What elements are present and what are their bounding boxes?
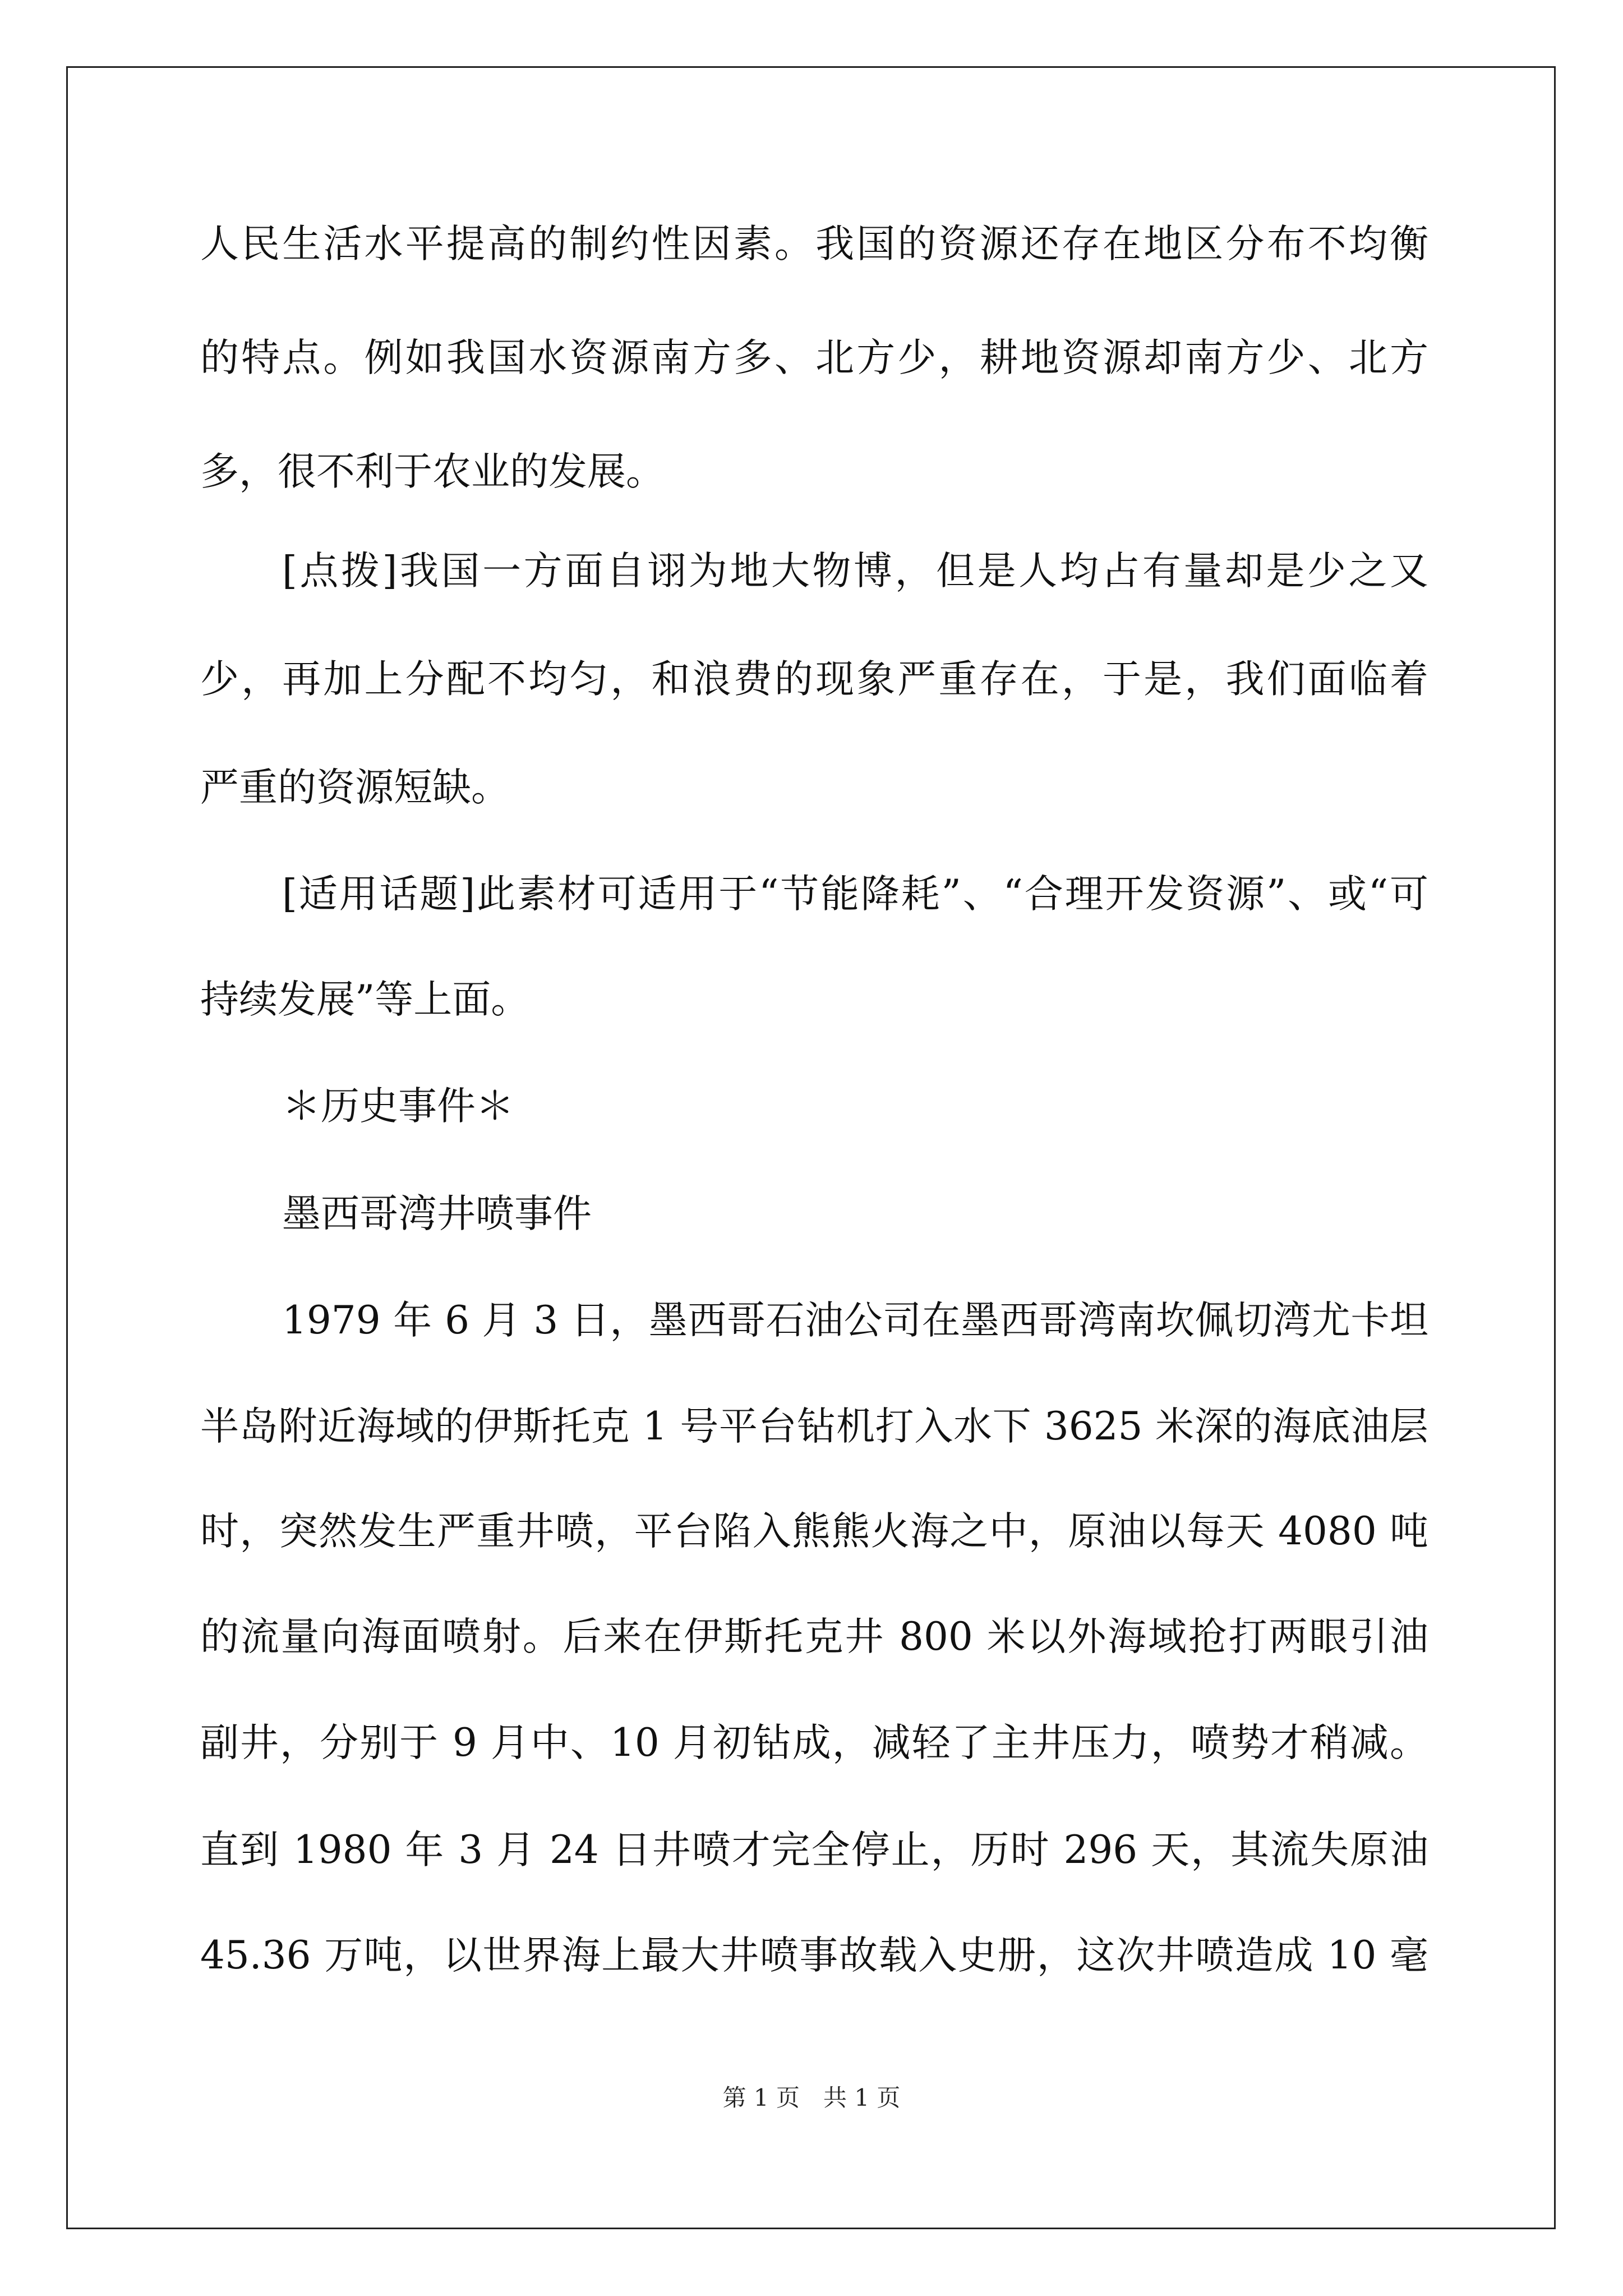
- paragraph-6-line-2: 半岛附近海域的伊斯托克 1 号平台钻机打入水下 3625 米深的海底油层: [200, 1404, 1428, 1449]
- event-title: 墨西哥湾井喷事件: [282, 1191, 592, 1236]
- paragraph-6-line-7: 45.36 万吨，以世界海上最大井喷事故载入史册，这次井喷造成 10 毫: [200, 1933, 1428, 1978]
- paragraph-6-line-6: 直到 1980 年 3 月 24 日井喷才完全停止，历时 296 天，其流失原油: [200, 1828, 1428, 1872]
- paragraph-3-line-2: 持续发展”等上面。: [200, 977, 530, 1022]
- paragraph-6-line-3: 时，突然发生严重井喷，平台陷入熊熊火海之中，原油以每天 4080 吨: [200, 1509, 1428, 1554]
- paragraph-6-line-5: 副井，分别于 9 月中、10 月初钻成，减轻了主井压力，喷势才稍减。: [200, 1720, 1428, 1765]
- paragraph-6-line-1: 1979 年 6 月 3 日，墨西哥石油公司在墨西哥湾南坎佩切湾尤卡坦: [282, 1298, 1428, 1343]
- page-number-footer: 第 1 页 共 1 页: [722, 2084, 901, 2111]
- paragraph-1-line-3: 多，很不利于农业的发展。: [200, 449, 665, 494]
- page-border: [66, 66, 1556, 2229]
- paragraph-2-line-1: [点拨]我国一方面自诩为地大物博，但是人均占有量却是少之又: [282, 549, 1428, 593]
- paragraph-6-line-4: 的流量向海面喷射。后来在伊斯托克井 800 米以外海域抢打两眼引油: [200, 1614, 1428, 1659]
- paragraph-3-line-1: [适用话题]此素材可适用于“节能降耗”、“合理开发资源”、或“可: [282, 872, 1428, 917]
- paragraph-1-line-1: 人民生活水平提高的制约性因素。我国的资源还存在地区分布不均衡: [200, 222, 1428, 266]
- section-heading: ＊历史事件＊: [282, 1084, 514, 1129]
- paragraph-2-line-2: 少，再加上分配不均匀，和浪费的现象严重存在，于是，我们面临着: [200, 657, 1428, 702]
- paragraph-2-line-3: 严重的资源短缺。: [200, 765, 510, 810]
- paragraph-1-line-2: 的特点。例如我国水资源南方多、北方少，耕地资源却南方少、北方: [200, 335, 1428, 380]
